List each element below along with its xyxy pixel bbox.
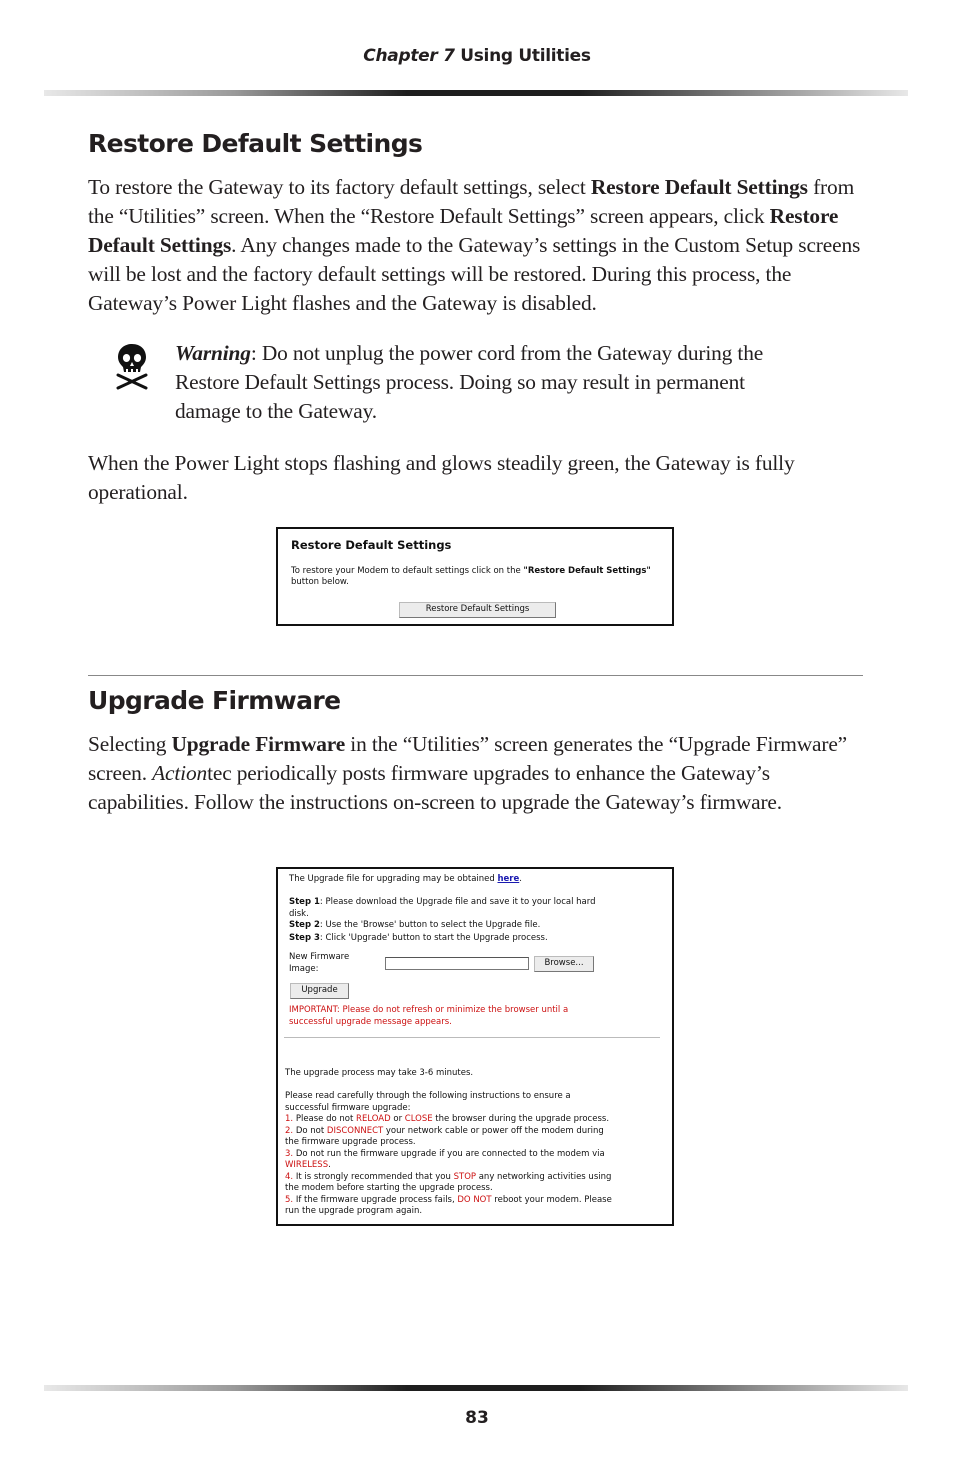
page-number: 83 (465, 1408, 489, 1428)
restore-paragraph: To restore the Gateway to its factory default settings, select Restore Default Settings from the “Utilities” screen. When the “Restore Default Settings” screen appears, click Restore Default Settings. Any changes made to the Gateway’s settings in the Custom Setup screens will be lost and the factory default settings will be restored. During this process, the Gateway’s Power Light flashes and the Gateway is disabled. (88, 175, 861, 315)
warning-note: Warning: Do not unplug the power cord from the Gateway during the Restore Default Settings process. Doing so may result in permanent damage to the Gateway. (175, 341, 764, 423)
footer-rule (44, 1385, 908, 1391)
step-3: Step 3: Click 'Upgrade' button to start the Upgrade process. (289, 933, 548, 943)
restore-completion-paragraph: When the Power Light stops flashing and glows steadily green, the Gateway is fully operational. (88, 451, 795, 504)
upgrade-heading: Upgrade Firmware (88, 686, 341, 715)
chapter-header (0, 46, 954, 66)
instruction-1: 1. Please do not RELOAD or CLOSE the browser during the upgrade process. (285, 1114, 610, 1124)
instruction-5: 5. If the firmware upgrade process fails, DO NOT reboot your modem. Please (285, 1194, 612, 1205)
step-1-continued: disk. (289, 908, 309, 919)
upgrade-intro: The Upgrade file for upgrading may be obtained here. (289, 874, 522, 884)
section-divider (88, 675, 863, 676)
screen-divider (284, 1037, 660, 1038)
important-notice: IMPORTANT: Please do not refresh or minimize the browser until a (289, 1005, 569, 1015)
step-2: Step 2: Use the 'Browse' button to select the Upgrade file. (289, 920, 541, 930)
screen-description: To restore your Modem to default settings click on the "Restore Default Settings" button below. (291, 566, 651, 587)
upgrade-time-note: The upgrade process may take 3-6 minutes. (285, 1068, 474, 1078)
step-1: Step 1: Please download the Upgrade file and save it to your local hard (289, 897, 596, 907)
firmware-field-label: New Firmware (289, 952, 350, 962)
instruction-4-continued: the modem before starting the upgrade process. (285, 1183, 493, 1193)
here-link[interactable]: here (497, 874, 520, 884)
restore-default-screenshot (276, 527, 674, 626)
instructions-intro: Please read carefully through the following instructions to ensure a (285, 1091, 571, 1101)
upgrade-firmware-screenshot (276, 867, 674, 1226)
firmware-file-input[interactable] (385, 957, 529, 970)
restore-default-button[interactable]: Restore Default Settings (399, 602, 556, 618)
header-rule (44, 90, 908, 96)
instruction-5-continued: run the upgrade program again. (285, 1206, 423, 1216)
instruction-3: 3. Do not run the firmware upgrade if you are connected to the modem via (285, 1148, 605, 1159)
firmware-field-label-2: Image: (289, 963, 319, 974)
chapter-title: Using Utilities (460, 46, 591, 66)
instruction-2: 2. Do not DISCONNECT your network cable or power off the modem during (285, 1125, 604, 1136)
instruction-4: 4. It is strongly recommended that you STOP any networking activities using (285, 1171, 612, 1182)
browse-button[interactable]: Browse... (534, 956, 594, 972)
upgrade-paragraph: Selecting Upgrade Firmware in the “Utilities” screen generates the “Upgrade Firmware” screen. Actiontec periodically posts firmware upgrades to enhance the Gateway’s capabilities. Follow the instructions on-screen to upgrade the Gateway’s firmware. (88, 732, 848, 814)
screen-title: Restore Default Settings (291, 538, 452, 552)
instruction-2-continued: the firmware upgrade process. (285, 1137, 416, 1147)
instructions-intro-2: successful firmware upgrade: (285, 1102, 411, 1113)
skull-crossbones-icon (114, 341, 150, 391)
chapter-label: Chapter 7 (363, 46, 455, 66)
instruction-3-continued: WIRELESS. (285, 1160, 331, 1170)
restore-heading: Restore Default Settings (88, 129, 423, 158)
upgrade-button[interactable]: Upgrade (290, 983, 349, 999)
important-notice-2: successful upgrade message appears. (289, 1017, 452, 1027)
